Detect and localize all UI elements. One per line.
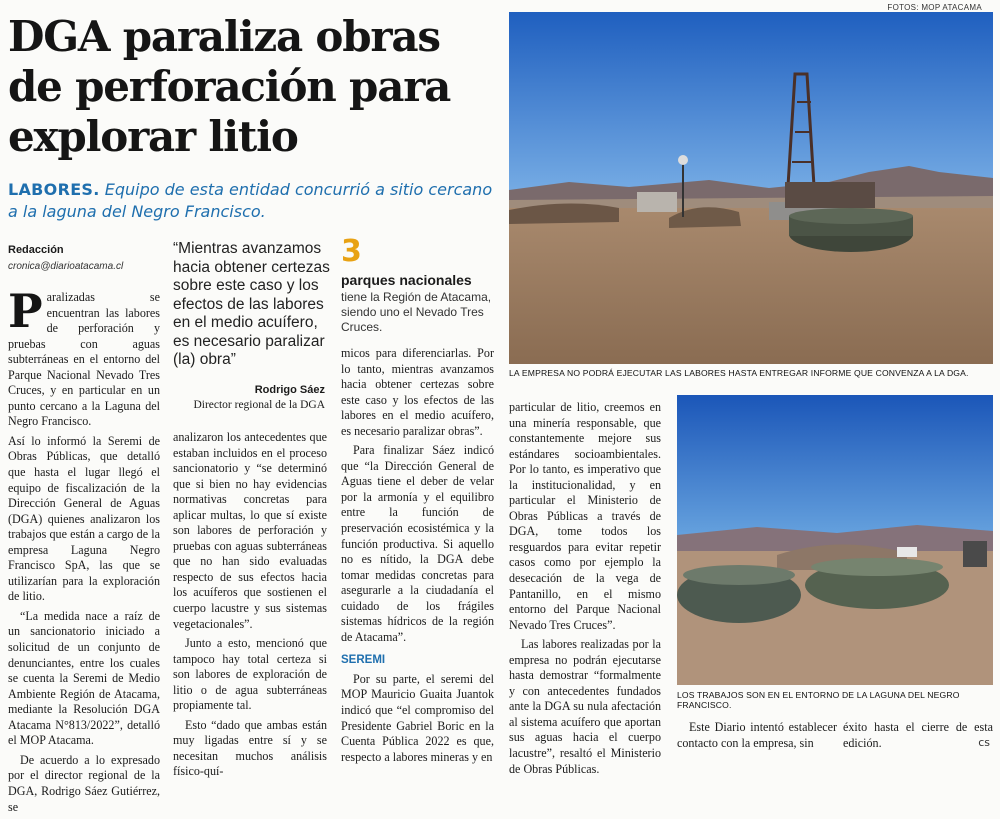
section-label: SEREMI	[341, 654, 386, 667]
paragraph: Así lo informó la Seremi de Obras Públicas, que detalló que hasta el lugar llegó el equipo de fiscalización de la Dirección General de Aguas (DGA) quienes analizaron los trabajos que están a cargo de la empresa Laguna Negro Francisco SpA, las que se utilizarían para la exploración de litio.	[8, 433, 160, 604]
paragraph: Este Diario intentó establecer contacto con la empresa, sin	[677, 720, 837, 750]
quote-role: Director regional de la DGA	[193, 399, 325, 411]
headline-line-1: DGA paraliza obras	[8, 12, 440, 61]
subhead-kicker: LABORES.	[8, 180, 100, 199]
paragraph: particular de litio, creemos en una minería responsable, que constantemente mejore sus estándares socioambientales. Por lo tanto, es imperativo que la institucionalidad, y en particular el Ministerio de Obras Públicas a través de DGA, tome todos los resguardos para evitar repetir casos como por ejemplo la desecación de la vega de Pantanillo, en el mismo entorno del Parque Nacional Nevado Tres Cruces”.	[509, 400, 661, 632]
paragraph: aralizadas se encuentran las labores de perforación y pruebas con aguas subterráneas en el entorno del Parque Nacional Nevado Tres Cruces, y en particular en un punto cercano a la Laguna del Negro Francisco.	[8, 290, 160, 429]
paragraph: analizaron los antecedentes que estaban incluidos en el proceso sancionatorio y “se determinó que si bien no hay evidencias normativas concretas para aplicar multas, lo que sí existe son labores de perforación y pruebas con aguas subterráneas que no han sido evaluadas respecto de sus efectos hacia los acuíferos que sostienen el cuerpo lacustre y sus sistemas vegetacionales”.	[173, 430, 327, 631]
paragraph: Esto “dado que ambas están muy ligadas entre sí y se necesitan muchos análisis físico-quí-	[173, 717, 327, 779]
subhead-text: Equipo de esta entidad concurrió a sitio cercano a la laguna del Negro Francisco.	[8, 180, 493, 221]
paragraph: Por su parte, el seremi del MOP Mauricio Guaita Juantok indicó que “el compromiso del Presidente Gabriel Boric en la Cuenta Pública 2022 es que, respecto a labores mineras y en	[341, 671, 494, 764]
drilling-rig-photo	[509, 12, 993, 364]
article-column-1	[8, 284, 160, 819]
article-column-2	[173, 430, 327, 784]
photo-caption-1: LA EMPRESA NO PODRÁ EJECUTAR LAS LABORES HASTA ENTREGAR INFORME QUE CONVENZA A LA DGA.	[509, 368, 969, 378]
byline-email[interactable]: cronica@diarioatacama.cl	[8, 261, 124, 272]
stat-number: 3	[341, 234, 362, 269]
headline-line-3: explorar litio	[8, 112, 298, 161]
byline-author: Redacción	[8, 244, 64, 256]
paragraph: Para finalizar Sáez indicó que “la Dirección General de Aguas tiene el deber de velar por la armonía y el equilibro entre la función de preservación ecosistémica y la función productiva. Si aquello no es nítido, la DGA debe tomar medidas concretas para asegurarle a la ciudadanía el cuidado de los frágiles sistemas hídricos de la región de Atacama”.	[341, 443, 494, 644]
quote-author: Rodrigo Sáez	[254, 384, 325, 396]
article-column-6	[843, 720, 993, 755]
article-column-5	[677, 720, 837, 755]
paragraph: “La medida nace a raíz de un sancionatorio iniciado a solicitud de un conjunto de denunciantes, entre los cuales se cuenta la Seremi de Medio Ambiente Región de Atacama, mediante la Resolución DGA Atacama N°813/2022”, detalló el MOP Atacama.	[8, 608, 160, 748]
dropcap: P	[8, 284, 43, 338]
article-column-3	[341, 346, 494, 769]
paragraph: De acuerdo a lo expresado por el director regional de la DGA, Rodrigo Sáez Gutiérrez, se	[8, 752, 160, 814]
paragraph: micos para diferenciarlas. Por lo tanto, mientras avanzamos hacia obtener certezas sobre este caso y los efectos de las labores en el medio acuífero, es necesario paralizar obras”.	[341, 346, 494, 438]
paragraph: Las labores realizadas por la empresa no podrán ejecutarse hasta demostrar “formalmente y con antecedentes fundados ante la DGA su nula afectación al sistema acuífero que aportan sus aguas hacia el cuerpo lacustre”, resaltó el Ministerio de Obras Públicas.	[509, 637, 661, 776]
headline	[8, 12, 503, 162]
subhead	[8, 179, 503, 223]
paragraph: Junto a esto, mencionó que tampoco hay total certeza si son labores de exploración de litio o de agua subterráneas propiamente tal.	[173, 636, 327, 713]
pull-quote: “Mientras avanzamos hacia obtener certezas sobre este caso y los efectos de las labores en el medio acuífero, es necesario paralizar (la) obra”	[173, 240, 330, 368]
article-column-4	[509, 400, 661, 781]
paragraph: éxito hasta el cierre de esta edición.	[843, 720, 993, 750]
stat-label: parques nacionales	[341, 272, 472, 288]
water-tanks-photo	[677, 395, 993, 685]
photo-credit: FOTOS: MOP ATACAMA	[887, 3, 982, 12]
photo-caption-2: LOS TRABAJOS SON EN EL ENTORNO DE LA LAGUNA DEL NEGRO FRANCISCO.	[677, 690, 960, 710]
headline-line-2: de perforación para	[8, 62, 451, 111]
end-mark: cs	[978, 736, 990, 749]
stat-description: tiene la Región de Atacama, siendo uno el Nevado Tres Cruces.	[341, 290, 492, 334]
